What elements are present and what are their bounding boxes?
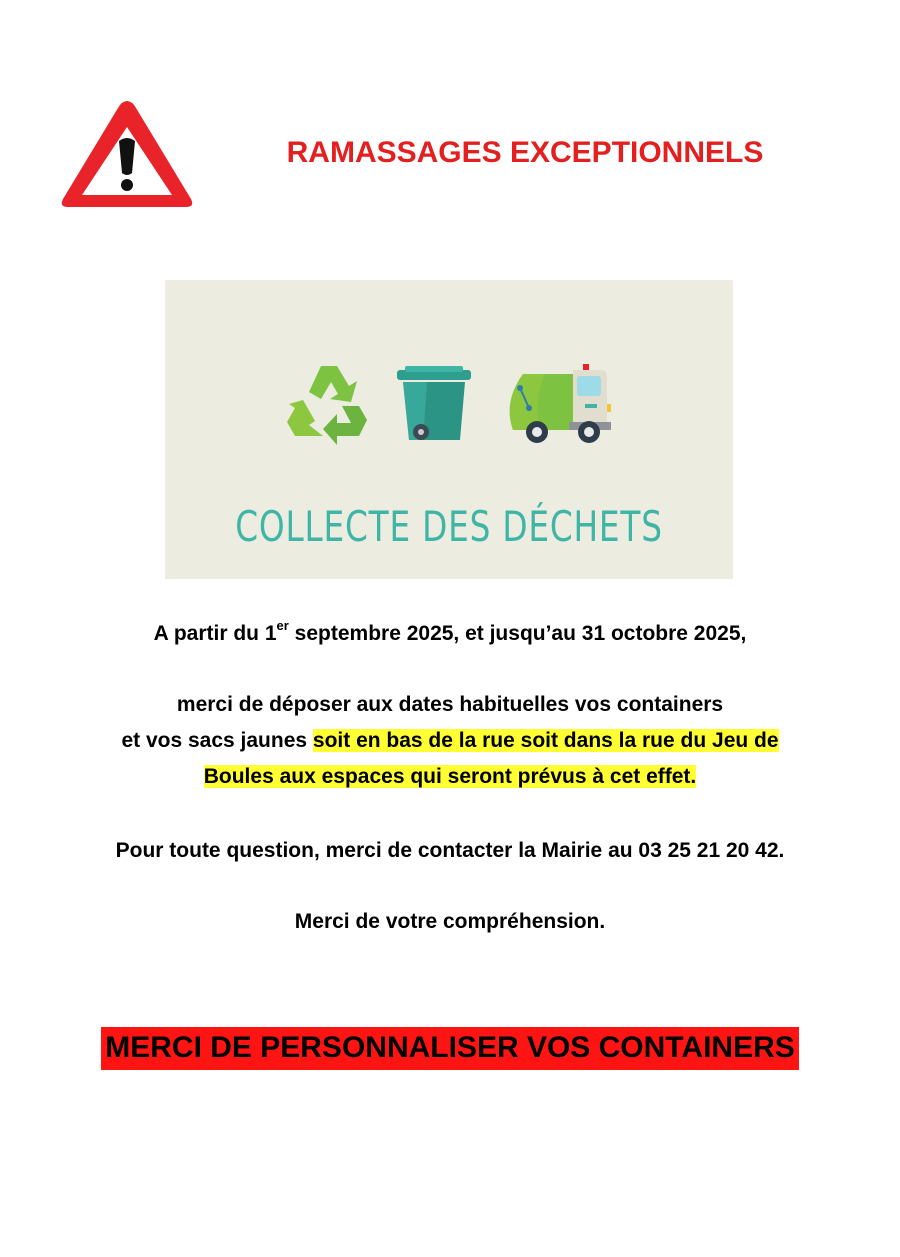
wheelie-bin-icon [397, 366, 471, 440]
recycle-icon [287, 366, 367, 445]
instruction-plain: et vos sacs jaunes [121, 729, 313, 752]
date-range-line [0, 617, 900, 651]
banner-caption: COLLECTE DES DÉCHETS [235, 502, 663, 551]
footer-banner: MERCI DE PERSONNALISER VOS CONTAINERS [101, 1027, 799, 1070]
waste-collection-banner [165, 280, 733, 579]
instruction-line-2 [0, 724, 900, 758]
instruction-line-1: merci de déposer aux dates habituelles vos containers [176, 693, 724, 716]
page-title: RAMASSAGES EXCEPTIONNELS [286, 136, 764, 169]
date-range-end: septembre 2025, et jusqu’au 31 octobre 2025, [288, 622, 747, 645]
instruction-highlight-1: soit en bas de la rue soit dans la rue du Jeu de [312, 729, 779, 752]
instruction-line-3 [0, 760, 900, 794]
contact-line: Pour toute question, merci de contacter la Mairie au 03 25 21 20 42. [115, 839, 785, 862]
ordinal-sup: er [276, 618, 289, 633]
footer-wrap [0, 1027, 900, 1070]
warning-triangle-icon [58, 95, 196, 213]
thanks-line: Merci de votre compréhension. [294, 910, 606, 933]
instruction-highlight-2: Boules aux espaces qui seront prévus à cet effet. [203, 765, 697, 788]
garbage-truck-icon [510, 364, 611, 443]
date-range-start: A partir du 1 [153, 622, 277, 645]
